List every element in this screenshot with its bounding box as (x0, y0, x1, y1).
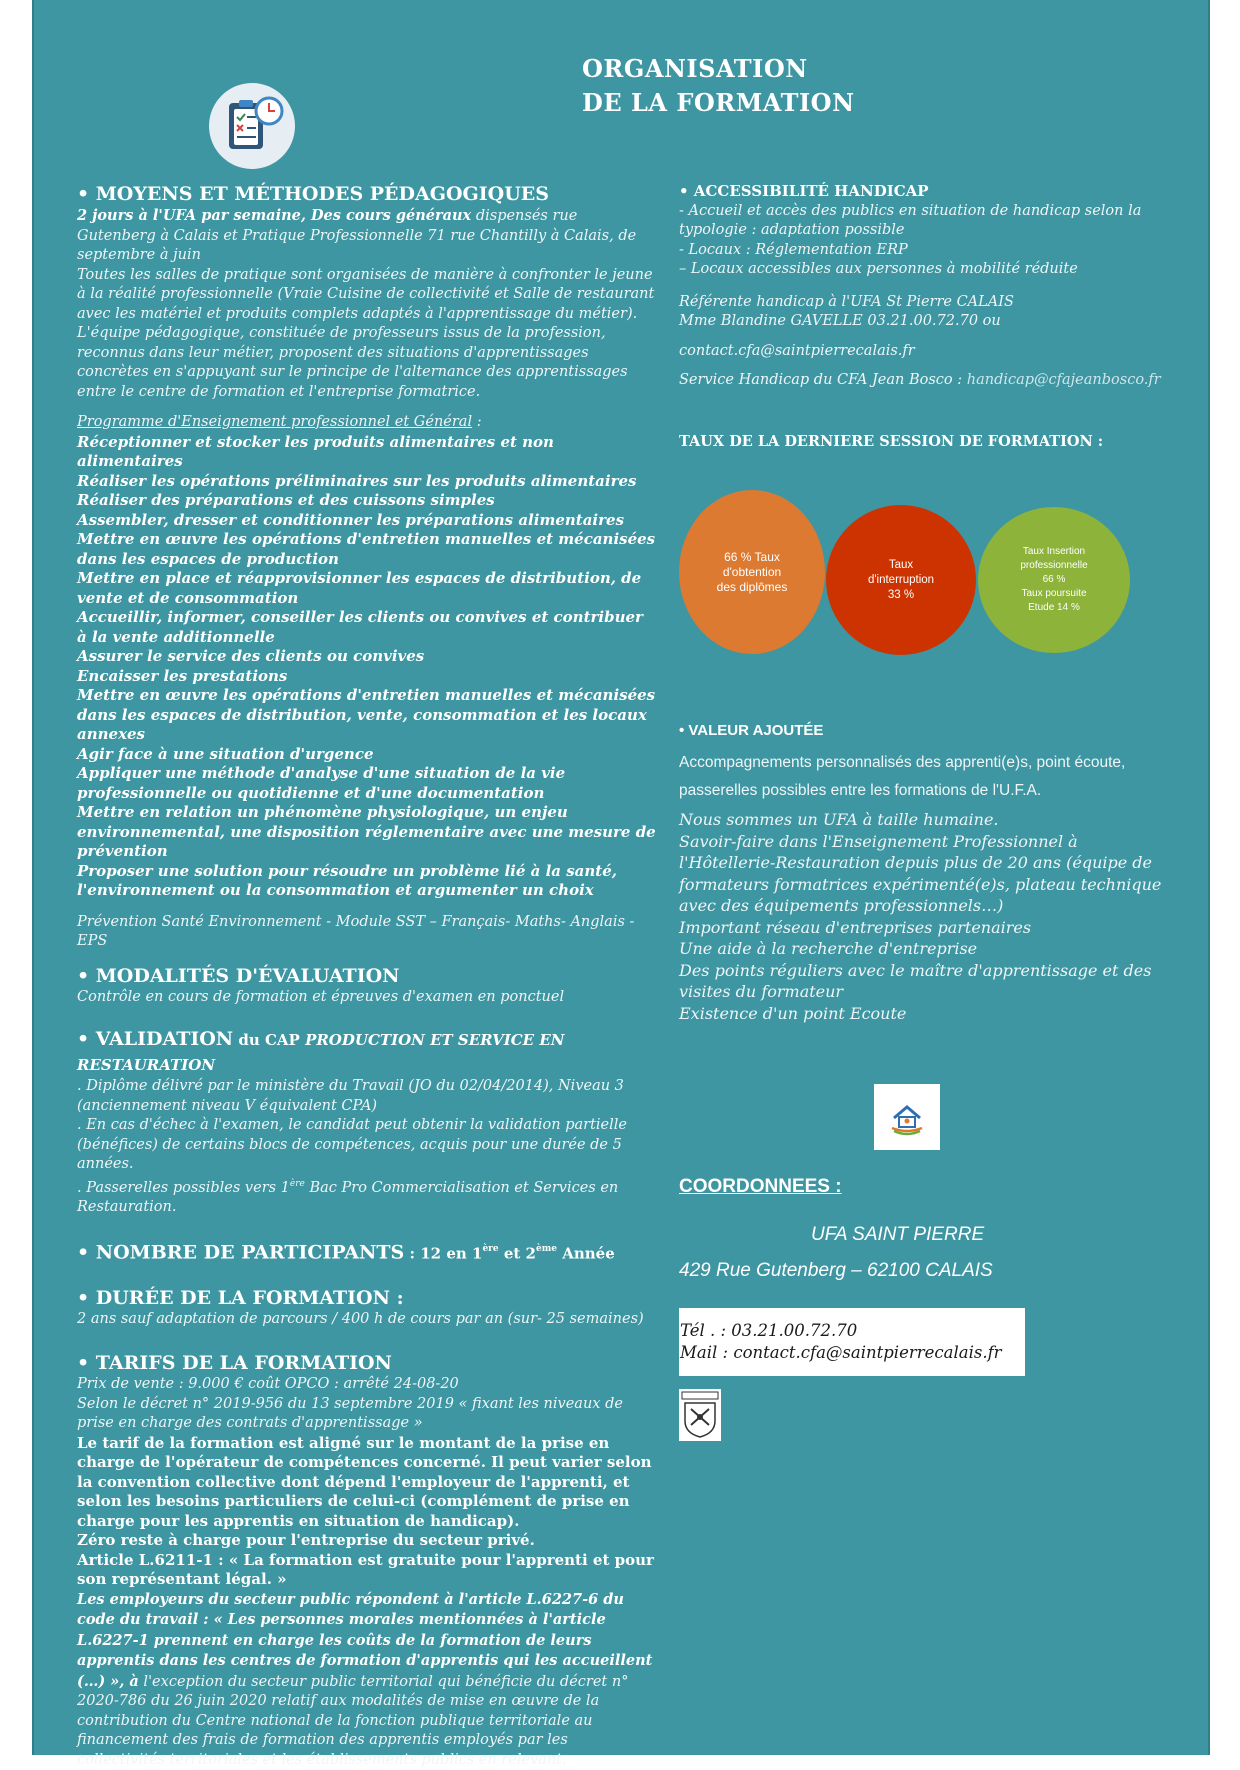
list-item: Mettre en relation un phénomène physiologique, un enjeu environnemental, une disposition réglementaire avec une mesure de prévention (77, 803, 656, 860)
accessibilite-section (679, 182, 1179, 391)
list-item: Réaliser les opérations préliminaires sur les produits alimentaires (77, 471, 637, 490)
contact-box (679, 1308, 1025, 1376)
list-item: Une aide à la recherche d'entreprise (679, 939, 978, 958)
saint-pierre-crest-icon (679, 1389, 721, 1441)
contact-tel: Tél . : 03.21.00.72.70 (680, 1321, 858, 1340)
referente-email: contact.cfa@saintpierrecalais.fr (679, 342, 915, 359)
tarifs-public: Les employeurs du secteur public répondent à l'article L.6227-6 du code du travail : « Les personnes morales mentionnées à l'article L.6227-1 prennent en charge les coûts de la formation de leurs apprentis dans les centres de formation d'apprentis qui les accueillent (…) », à l'exception du secteur public territorial qui bénéficie du décret n° 2020-786 du 26 juin 2020 relatif aux modalités de mise en œuvre de la contribution du Centre national de la fonction publique territoriale au financement des frais de formation des apprentis employés par les collectivités territoriales et les établissements publics en relevant. (77, 1590, 653, 1768)
accessibilite-line: - Accueil et accès des publics en situation de handicap selon la typologie : adaptation possible (679, 202, 1142, 238)
valeur-sans-text: Accompagnements personnalisés des apprenti(e)s, point écoute, passerelles possibles entre les formations de l'U.F.A. (679, 754, 1126, 799)
list-item: Mettre en œuvre les opérations d'entretien manuelles et mécanisées dans les espaces de production (77, 530, 656, 568)
validation-line-3: . Passerelles possibles vers 1ère Bac Pro Commercialisation et Services en Restauration. (77, 1178, 619, 1215)
valeur-section (679, 722, 1179, 1024)
duree-text: 2 ans sauf adaptation de parcours / 400 h de cours par an (sur- 25 semaines) (77, 1310, 644, 1327)
service-handicap: Service Handicap du CFA Jean Bosco : handicap@cfajeanbosco.fr (679, 372, 1161, 388)
programme-list (77, 433, 657, 901)
tarifs-prix: Prix de vente : 9.000 € coût OPCO : arrêté 24-08-20 (77, 1376, 459, 1393)
list-item: Appliquer une méthode d'analyse d'une situation de la vie professionnelle ou quotidienne et d'une documentation (77, 764, 566, 802)
list-item: Proposer une solution pour résoudre un problème lié à la santé, l'environnement ou la consommation et argumenter un choix (77, 861, 617, 899)
coordonnees-address: 429 Rue Gutenberg – 62100 CALAIS (679, 1260, 993, 1281)
list-item: Assembler, dresser et conditionner les préparations alimentaires (77, 510, 625, 529)
circle-obtention: 66 % Taux d'obtention des diplômes (679, 490, 825, 654)
accessibilite-line: – Locaux accessibles aux personnes à mobilité réduite (679, 261, 1078, 277)
list-item: Encaisser les prestations (77, 666, 288, 685)
tarifs-zero: Zéro reste à charge pour l'entreprise du secteur privé. (77, 1531, 535, 1550)
coordonnees-name: UFA SAINT PIERRE (811, 1224, 985, 1245)
valeur-heading: • VALEUR AJOUTÉE (679, 722, 824, 739)
list-item: Accueillir, informer, conseiller les clients ou convives et contribuer à la vente additionnelle (77, 608, 643, 646)
tarifs-article: Article L.6211-1 : « La formation est gratuite pour l'apprenti et pour son représentant légal. » (77, 1550, 654, 1589)
accessibilite-line: - Locaux : Réglementation ERP (679, 241, 908, 258)
tarifs-decret: Selon le décret n° 2019-956 du 13 septembre 2019 « fixant les niveaux de prise en charge des contrats d'apprentissage » (77, 1395, 623, 1432)
taux-heading: TAUX DE LA DERNIERE SESSION DE FORMATION : (679, 433, 1104, 450)
accessibilite-heading: • ACCESSIBILITÉ HANDICAP (679, 182, 929, 200)
page-title: ORGANISATION DE LA FORMATION (582, 54, 855, 117)
list-item: Mettre en place et réapprovisionner les espaces de distribution, de vente et de consommation (77, 569, 642, 607)
list-item: Agir face à une situation d'urgence (77, 744, 374, 763)
circle-insertion: Taux Insertion professionnelle 66 % Taux poursuite Etude 14 % (978, 507, 1130, 653)
programme-label: Programme d'Enseignement professionnel et Général : (77, 414, 482, 430)
validation-line-1: . Diplôme délivré par le ministère du Travail (JO du 02/04/2014), Niveau 3 (anciennement niveau V équivalent CPA) (77, 1078, 624, 1114)
valeur-list (679, 809, 1179, 1024)
participants-heading: • NOMBRE DE PARTICIPANTS : 12 en 1ère et 2ème Année (77, 1241, 615, 1264)
list-item: Existence d'un point Ecoute (679, 1003, 907, 1023)
referente-line-2: Mme Blandine GAVELLE 03.21.00.72.70 ou (679, 313, 1001, 329)
moyens-paragraph: Toutes les salles de pratique sont organisées de manière à confronter le jeune à la réalité professionnelle (Vraie Cuisine de collectivité et Salle de restaurant avec les matériel et produits complets adaptés à l'apprentissage du métier). L'équipe pédagogique, constituée de professeurs issus de la profession, reconnus dans leur métier, proposent des situations d'apprentissages concrètes en s'appuyant sur le principe de l'alternance des apprentissages entre le centre de formation et l'entreprise formatrice. (77, 266, 655, 400)
validation-heading: • VALIDATION du CAP PRODUCTION ET SERVICE EN RESTAURATION (77, 1028, 565, 1074)
coordonnees-heading: COORDONNEES : (679, 1176, 842, 1197)
moyens-intro: 2 jours à l'UFA par semaine, Des cours généraux dispensés rue Gutenberg à Calais et Pratique Professionnelle 71 rue Chantilly à Calais, de septembre à juin (77, 207, 637, 263)
list-item: Des points réguliers avec le maître d'apprentissage et des visites du formateur (679, 960, 1152, 1001)
duree-heading: • DURÉE DE LA FORMATION : (77, 1286, 404, 1309)
referente-line-1: Référente handicap à l'UFA St Pierre CALAIS (679, 293, 1014, 310)
left-column (77, 182, 657, 1770)
evaluation-text: Contrôle en cours de formation et épreuves d'examen en ponctuel (77, 988, 565, 1005)
tarifs-heading: • TARIFS DE LA FORMATION (77, 1352, 392, 1375)
list-item: Savoir-faire dans l'Enseignement Professionnel à l'Hôtellerie-Restauration depuis plus de 20 ans (équipe de formateurs formatrices expérimenté(e)s, plateau technique avec des équipements professionnels…) (679, 831, 1162, 915)
validation-line-2: . En cas d'échec à l'examen, le candidat peut obtenir la validation partielle (bénéfices) de certains blocs de compétences, acquis pour une durée de 5 années. (77, 1117, 627, 1172)
modules-text: Prévention Santé Environnement - Module SST – Français- Maths- Anglais - EPS (77, 913, 635, 949)
tarifs-aligne: Le tarif de la formation est aligné sur le montant de la prise en charge de l'opérateur de compétences concerné. Il peut varier selon la convention collective dont dépend l'employeur de l'apprenti, et selon les besoins particuliers de celui-ci (complément de prise en charge pour les apprentis en situation de handicap). (77, 1433, 652, 1530)
list-item: Assurer le service des clients ou convives (77, 647, 425, 665)
list-item: Réaliser des préparations et des cuissons simples (77, 491, 495, 509)
checklist-clock-icon (209, 83, 295, 169)
circle-interruption: Taux d'interruption 33 % (826, 505, 976, 655)
moyens-heading: • MOYENS ET MÉTHODES PÉDAGOGIQUES (77, 183, 549, 205)
list-item: Important réseau d'entreprises partenaires (679, 917, 1032, 937)
contact-mail: Mail : contact.cfa@saintpierrecalais.fr (680, 1343, 1002, 1362)
list-item: Mettre en œuvre les opérations d'entretien manuelles et mécanisées dans les espaces de distribution, vente, consommation et les locaux annexes (77, 686, 656, 743)
house-logo-icon (874, 1084, 940, 1150)
list-item: Nous sommes un UFA à taille humaine. (679, 810, 999, 829)
list-item: Réceptionner et stocker les produits alimentaires et non alimentaires (77, 432, 554, 470)
evaluation-heading: • MODALITÉS D'ÉVALUATION (77, 964, 400, 987)
